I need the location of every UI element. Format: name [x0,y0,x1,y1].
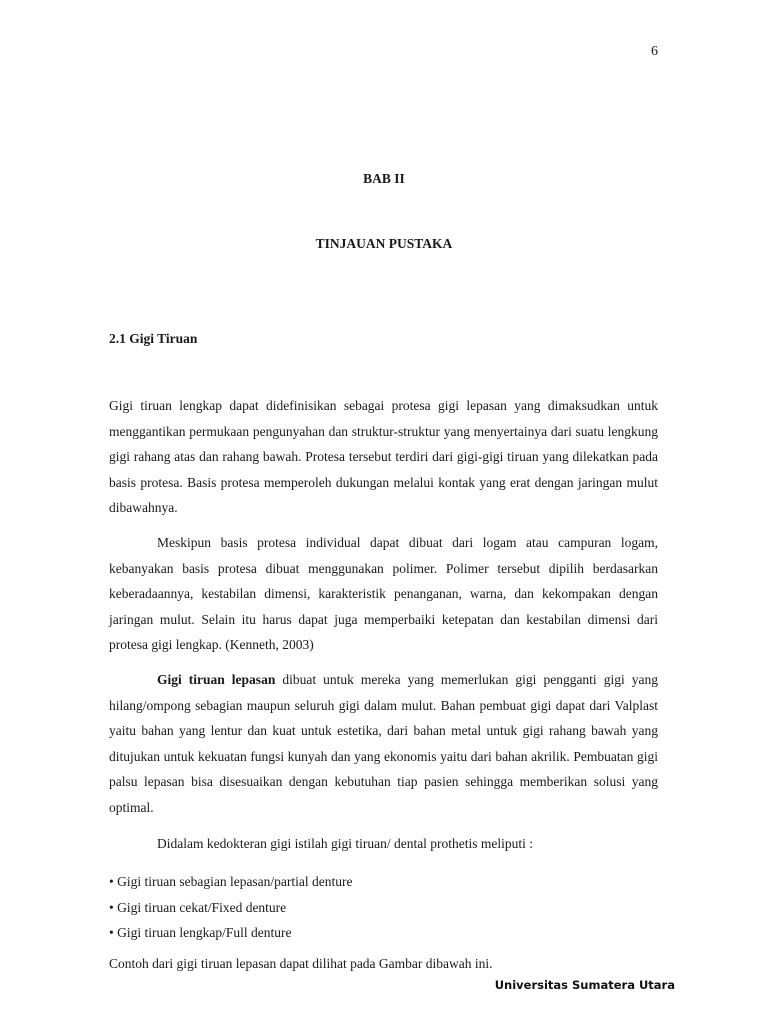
paragraph-gigi-tiruan-lepasan [109,667,658,820]
paragraph-text: dibuat untuk mereka yang memerlukan gigi pengganti gigi yang hilang/ompong sebagian maupun seluruh gigi dalam mulut. Bahan pembuat gigi dapat dari Valplast yaitu bahan yang lentur dan kuat untuk estetika, dari bahan metal untuk gigi rahang bawah yang ditujukan untuk kekuatan fungsi kunyah dan yang ekonomis yaitu dari bahan akrilik. Pembuatan gigi palsu lepasan bisa disesuaikan dengan kebutuhan tiap pasien sehingga memberikan solusi yang optimal. [109,672,658,815]
bold-term: Gigi tiruan lepasan [157,672,276,687]
paragraph-basis-protesa: Meskipun basis protesa individual dapat dibuat dari logam atau campuran logam, kebanyakan basis protesa dibuat menggunakan polimer. Polimer tersebut dipilih berdasarkan keberadaannya, kestabilan dimensi, karakteristik penanganan, warna, dan kekompakan dengan jaringan mulut. Selain itu harus dapat juga memperbaiki ketepatan dan kestabilan dimensi dari protesa gigi lengkap. (Kenneth, 2003) [109,535,658,652]
paragraph-definition: Gigi tiruan lengkap dapat didefinisikan sebagai protesa gigi lepasan yang dimaksudkan untuk menggantikan permukaan pengunyahan dan struktur-struktur yang menyertainya dari suatu lengkung gigi rahang atas dan rahang bawah. Protesa tersebut terdiri dari gigi-gigi tiruan yang dilekatkan pada basis protesa. Basis protesa memperoleh dukungan melalui kontak yang erat dengan jaringan mulut dibawahnya. [109,398,658,515]
bullet-list [109,869,353,946]
paragraph-intro-list: Didalam kedokteran gigi istilah gigi tiruan/ dental prothetis meliputi : [157,836,534,851]
list-item: • Gigi tiruan cekat/Fixed denture [109,899,287,915]
paragraph-figure-reference: Contoh dari gigi tiruan lepasan dapat dilihat pada Gambar dibawah ini. [109,956,493,971]
list-item: • Gigi tiruan sebagian lepasan/partial denture [109,874,353,889]
section-heading: 2.1 Gigi Tiruan [109,331,198,346]
footer-university: Universitas Sumatera Utara [494,978,675,992]
page-number: 6 [651,44,658,59]
list-item: • Gigi tiruan lengkap/Full denture [109,925,292,940]
chapter-title: TINJAUAN PUSTAKA [315,236,453,251]
chapter-number: BAB II [363,171,405,186]
